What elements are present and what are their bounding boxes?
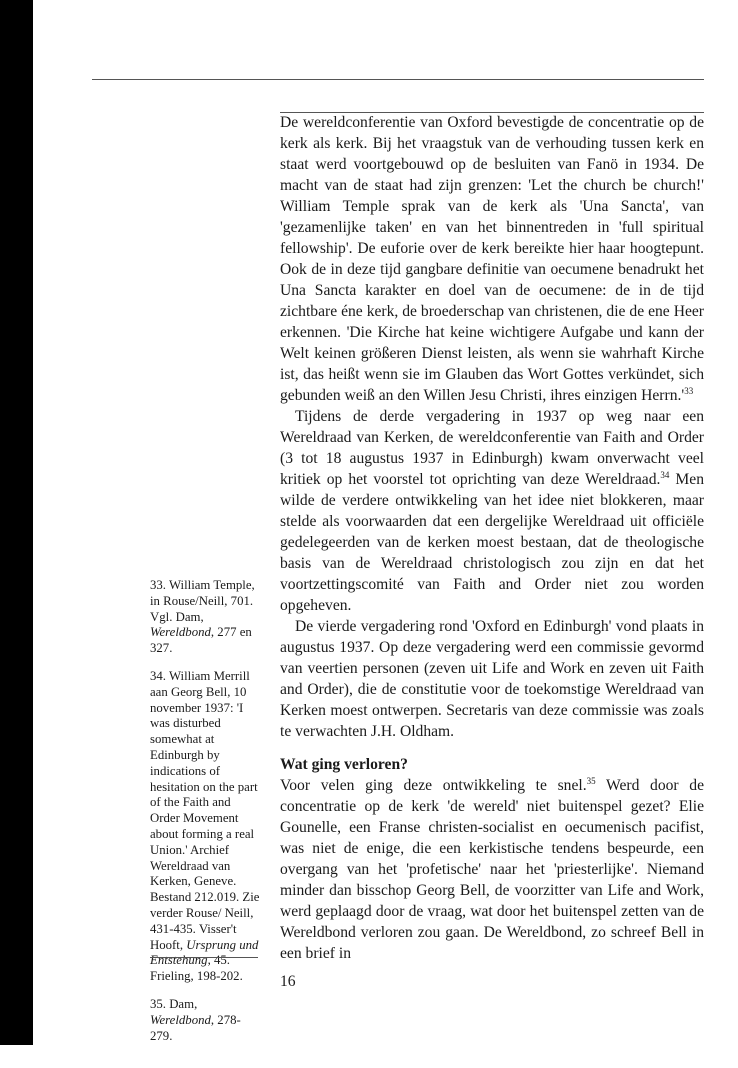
paragraph-what-was-lost: Voor velen ging deze ontwikkeling te snel.$^{35}$ Werd door de concentratie op de kerk 'de wereld' niet buitenspel gezet? Elie Gounelle, een Franse christen-socialist en oecumenisch pacifist, was niet de enige, die een kerkistische tendens bespeurde, een overgang van het 'profetische' naar het 'priesterlijke'. Niemand minder dan bisschop Georg Bell, de voorzitter van Life and Work, werd geplaagd door de vraag, wat door het buitenspel zetten van de Wereldbond verloren zou gaan. De Wereldbond, zo schreef Bell in een brief in xyxy=(280,775,704,962)
footnote-35: 35. Dam, Wereldbond, 278-279. xyxy=(150,996,241,1043)
header-rule xyxy=(92,79,704,80)
page-number: 16 xyxy=(280,973,296,990)
paragraph-edinburgh: Tijdens de derde vergadering in 1937 op weg naar een Wereldraad van Kerken, de wereldconferentie van Faith and Order (3 tot 18 augustus 1937 in Edinburgh) kwam onverwacht veel kritiek op het voorstel tot oprichting van deze Wereldraad.$^{34}$ Men wilde de verdere ontwikkeling van het idee niet blokkeren, maar stelde als voorwaarden dat een dergelijke Wereldraad uit officiële gedelegeerden van de kerken moest bestaan, dat de theologische basis van de Wereldraad christologisch zou zijn en dat het voortzettingscomité van Faith and Order niet zou worden opgeheven. xyxy=(280,408,705,614)
footnote-33: 33. William Temple, in Rouse/Neill, 701. Vgl. Dam, Wereldbond, 277 en 327. xyxy=(150,578,255,656)
main-text-column xyxy=(280,112,704,964)
footnote-rule xyxy=(150,957,258,958)
footnote-ref-34[interactable]: 34 xyxy=(660,469,670,480)
paragraph-fourth-meeting: De vierde vergadering rond 'Oxford en Edinburgh' vond plaats in augustus 1937. Op deze vergadering werd een commissie gevormd van veertien personen (zeven uit Life and Work en zeven uit Faith and Order), die de constitutie voor de toekomstige Wereldraad van Kerken moest ontwerpen. Secretaris van deze commissie was zoals te verwachten J.H. Oldham. xyxy=(280,618,704,740)
footnote-ref-35[interactable]: 35 xyxy=(586,775,596,786)
footer-rule xyxy=(280,112,704,113)
footnote-ref-33[interactable]: 33 xyxy=(684,385,694,396)
footnote-34: 34. William Merrill aan Georg Bell, 10 november 1937: 'I was disturbed somewhat at Edinburgh by indications of hesitation on the part of the Faith and Order Movement about forming a real Union.' Archief Wereldraad van Kerken, Geneve. Bestand 212.019. Zie verder Rouse/ Neill, 431-435. Visser't Hooft, Ursprung und Entstehung, 45. Frieling, 198-202. xyxy=(150,668,260,984)
scan-binding-edge xyxy=(0,0,33,1045)
footnotes-column xyxy=(150,578,262,1056)
paragraph-oxford: De wereldconferentie van Oxford bevestigde de concentratie op de kerk als kerk. Bij het vraagstuk van de verhouding tussen kerk en staat werd voortgebouwd op de besluiten van Fanö in 1934. De macht van de staat had zijn grenzen: 'Let the church be church!' William Temple sprak van de kerk als 'Una Sancta', van 'gezamenlijke taken' en van het binnentreden in 'full spiritual fellowship'. De euforie over de kerk bereikte hier haar hoogtepunt. Ook de in deze tijd gangbare definitie van oecumene benadrukt het Una Sancta karakter en doel van de oecumene: de in de tijd zichtbare éne kerk, de broederschap van christenen, die de ene Heer erkennen. 'Die Kirche hat keine wichtigere Aufgabe und kann der Welt keinen größeren Dienst leisten, als wenn sie wahrhaft Kirche ist, das heißt wenn sie im Glauben das Wort Gottes verkündet, sich gebunden weiß an den Willen Jesu Christi, ihres einzigen $Herrn.'^{33}$ xyxy=(280,114,704,404)
section-heading: Wat ging verloren? xyxy=(280,756,408,773)
